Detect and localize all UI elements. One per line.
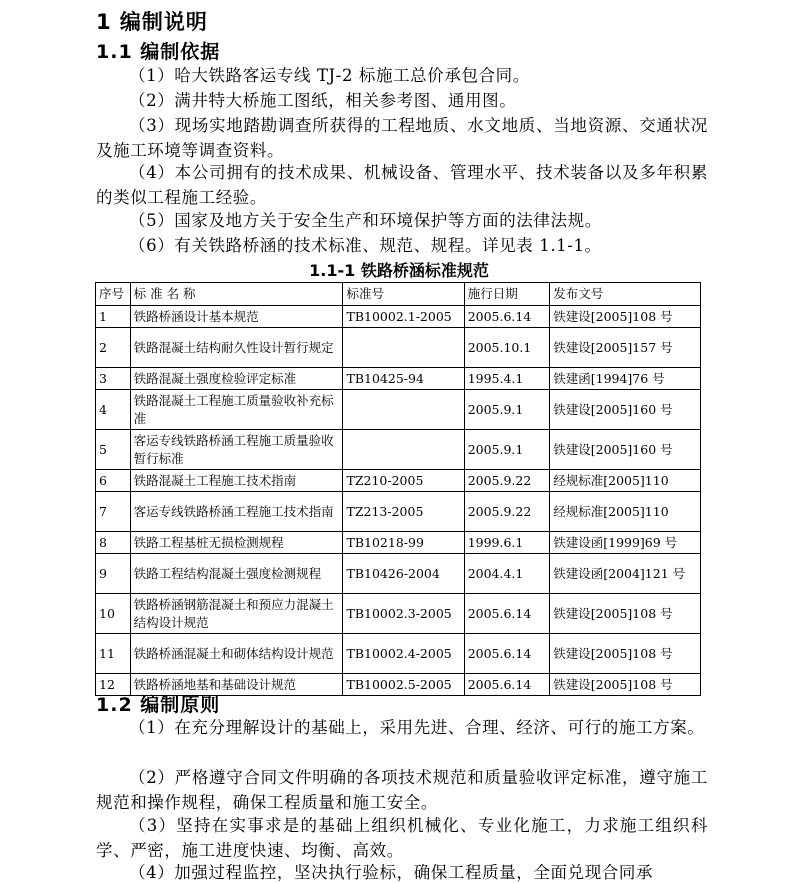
cell-doc: 铁建设[2005]108 号	[550, 306, 701, 328]
cell-date: 2005.6.14	[464, 594, 550, 634]
cell-no: 11	[96, 634, 131, 674]
cell-code: TB10218-99	[343, 532, 464, 554]
cell-date: 2005.9.22	[464, 492, 550, 532]
standards-table	[95, 282, 701, 696]
principle-item-2: （2）严格遵守合同文件明确的各项技术规范和质量验收评定标准，遵守施工规范和操作规程，确保工程质量和施工安全。	[96, 768, 708, 812]
table-row	[96, 328, 701, 368]
cell-name: 客运专线铁路桥涵工程施工质量验收暂行标准	[130, 430, 343, 470]
cell-code	[343, 328, 464, 368]
cell-name: 铁路桥涵混凝土和砌体结构设计规范	[130, 634, 343, 674]
cell-code: TB10425-94	[343, 368, 464, 390]
cell-code	[343, 390, 464, 430]
cell-date: 2005.9.1	[464, 430, 550, 470]
cell-doc: 经规标准[2005]110	[550, 470, 701, 492]
cell-date: 2005.9.22	[464, 470, 550, 492]
cell-name: 铁路混凝土结构耐久性设计暂行规定	[130, 328, 343, 368]
cell-code	[343, 430, 464, 470]
cell-name: 铁路桥涵设计基本规范	[130, 306, 343, 328]
cell-doc: 铁建设函[2004]121 号	[550, 554, 701, 594]
cell-date: 2005.6.14	[464, 674, 550, 696]
cell-no: 6	[96, 470, 131, 492]
cell-doc: 铁建设[2005]108 号	[550, 674, 701, 696]
cell-no: 8	[96, 532, 131, 554]
basis-item-2: （2）满井特大桥施工图纸，相关参考图、通用图。	[129, 91, 517, 110]
cell-no: 2	[96, 328, 131, 368]
cell-name: 铁路工程基桩无损检测规程	[130, 532, 343, 554]
cell-code: TB10002.4-2005	[343, 634, 464, 674]
cell-name: 铁路工程结构混凝土强度检测规程	[130, 554, 343, 594]
cell-code: TZ213-2005	[343, 492, 464, 532]
table-row	[96, 390, 701, 430]
principle-item-1: （1）在充分理解设计的基础上，采用先进、合理、经济、可行的施工方案。	[129, 718, 705, 737]
cell-code: TZ210-2005	[343, 470, 464, 492]
cell-no: 5	[96, 430, 131, 470]
table-caption: 1.1-1 铁路桥涵标准规范	[309, 261, 489, 280]
cell-date: 2004.4.1	[464, 554, 550, 594]
table-header-row	[96, 283, 701, 306]
cell-no: 3	[96, 368, 131, 390]
cell-no: 10	[96, 594, 131, 634]
cell-no: 12	[96, 674, 131, 696]
header-no: 序号	[96, 283, 131, 306]
section-1-2-heading: 1.2 编制原则	[96, 694, 221, 716]
principle-item-4: （4）加强过程监控，坚决执行验标，确保工程质量，全面兑现合同承	[129, 863, 654, 882]
cell-doc: 经规标准[2005]110	[550, 492, 701, 532]
cell-code: TB10002.5-2005	[343, 674, 464, 696]
cell-doc: 铁建设函[1999]69 号	[550, 532, 701, 554]
table-row	[96, 306, 701, 328]
cell-code: TB10002.1-2005	[343, 306, 464, 328]
cell-date: 2005.9.1	[464, 390, 550, 430]
basis-item-5: （5）国家及地方关于安全生产和环境保护等方面的法律法规。	[129, 211, 602, 230]
cell-name: 铁路桥涵地基和基础设计规范	[130, 674, 343, 696]
cell-name: 客运专线铁路桥涵工程施工技术指南	[130, 492, 343, 532]
cell-doc: 铁建设[2005]160 号	[550, 390, 701, 430]
cell-name: 铁路混凝土工程施工质量验收补充标准	[130, 390, 343, 430]
basis-item-4: （4）本公司拥有的技术成果、机械设备、管理水平、技术装备以及多年积累的类似工程施工经验。	[96, 163, 708, 207]
table-row	[96, 492, 701, 532]
cell-name: 铁路混凝土强度检验评定标准	[130, 368, 343, 390]
basis-item-1: （1）哈大铁路客运专线 TJ-2 标施工总价承包合同。	[129, 66, 530, 85]
table-row	[96, 430, 701, 470]
cell-doc: 铁建设[2005]108 号	[550, 634, 701, 674]
header-doc: 发布文号	[550, 283, 701, 306]
cell-no: 9	[96, 554, 131, 594]
cell-name: 铁路混凝土工程施工技术指南	[130, 470, 343, 492]
cell-name: 铁路桥涵钢筋混凝土和预应力混凝土结构设计规范	[130, 594, 343, 634]
cell-doc: 铁建设[2005]160 号	[550, 430, 701, 470]
header-name: 标 准 名 称	[130, 283, 343, 306]
table-row	[96, 554, 701, 594]
basis-item-3: （3）现场实地踏勘调查所获得的工程地质、水文地质、当地资源、交通状况及施工环境等调查资料。	[96, 116, 708, 160]
basis-item-6: （6）有关铁路桥涵的技术标准、规范、规程。详见表 1.1-1。	[129, 236, 602, 255]
cell-no: 4	[96, 390, 131, 430]
cell-date: 1995.4.1	[464, 368, 550, 390]
cell-date: 2005.10.1	[464, 328, 550, 368]
cell-date: 2005.6.14	[464, 306, 550, 328]
principle-item-3: （3）坚持在实事求是的基础上组织机械化、专业化施工，力求施工组织科学、严密，施工进度快速、均衡、高效。	[96, 816, 708, 860]
cell-code: TB10426-2004	[343, 554, 464, 594]
table-row	[96, 634, 701, 674]
cell-doc: 铁建设[2005]108 号	[550, 594, 701, 634]
cell-doc: 铁建设[2005]157 号	[550, 328, 701, 368]
cell-date: 1999.6.1	[464, 532, 550, 554]
table-row	[96, 470, 701, 492]
table-row	[96, 368, 701, 390]
cell-code: TB10002.3-2005	[343, 594, 464, 634]
table-row	[96, 532, 701, 554]
table-row	[96, 594, 701, 634]
cell-no: 7	[96, 492, 131, 532]
cell-no: 1	[96, 306, 131, 328]
section-1-1-heading: 1.1 编制依据	[96, 41, 221, 63]
header-date: 施行日期	[464, 283, 550, 306]
header-code: 标准号	[343, 283, 464, 306]
chapter-heading: 1 编制说明	[96, 10, 208, 34]
cell-date: 2005.6.14	[464, 634, 550, 674]
cell-doc: 铁建函[1994]76 号	[550, 368, 701, 390]
